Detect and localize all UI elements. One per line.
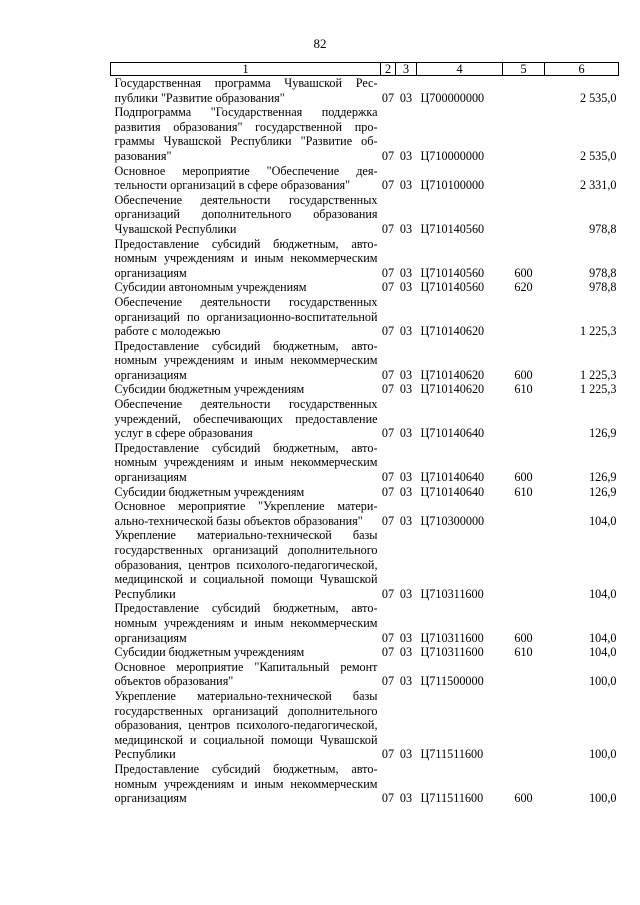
row-section: 07 — [381, 674, 395, 689]
row-subsection: 03 — [399, 674, 413, 689]
row-expense-type — [503, 397, 545, 441]
row-subsection: 03 — [399, 513, 413, 528]
row-target-code: Ц710140640 — [420, 470, 485, 485]
row-name: Предоставление субсидий бюджетным, автономным учреждениям и иным некоммерческим организациям — [114, 761, 378, 806]
row-expense-type — [503, 193, 545, 237]
row-target-code: Ц710140640 — [420, 484, 485, 499]
row-amount: 2 535,0 — [579, 148, 617, 163]
row-target-code: Ц710100000 — [420, 178, 485, 193]
row-section: 07 — [381, 470, 395, 485]
row-amount: 126,9 — [589, 426, 617, 441]
table-row — [111, 76, 619, 106]
row-amount: 104,0 — [589, 513, 617, 528]
row-target-code: Ц710140560 — [420, 221, 485, 236]
row-subsection: 03 — [399, 470, 413, 485]
row-expense-type — [503, 499, 545, 528]
table-row — [111, 499, 619, 528]
row-subsection: 03 — [399, 280, 413, 295]
row-amount: 978,8 — [589, 280, 617, 295]
row-name: Обеспечение деятельности государственных организаций по организационно-воспитательной работе с молодежью — [114, 294, 378, 339]
row-section: 07 — [381, 148, 395, 163]
row-section: 07 — [381, 586, 395, 601]
row-amount: 104,0 — [589, 586, 617, 601]
row-expense-type: 600 — [514, 791, 533, 806]
column-header-amount: 6 — [545, 63, 619, 76]
row-name: Предоставление субсидий бюджетным, автономным учреждениям и иным некоммерческим организациям — [114, 338, 378, 382]
row-expense-type — [503, 660, 545, 689]
row-subsection: 03 — [399, 630, 413, 645]
row-amount: 978,8 — [589, 221, 617, 236]
row-section: 07 — [381, 630, 395, 645]
row-subsection: 03 — [399, 791, 413, 806]
table-row — [111, 105, 619, 163]
row-section: 07 — [381, 645, 395, 660]
row-expense-type — [503, 528, 545, 601]
table-body — [111, 76, 619, 806]
row-expense-type — [503, 689, 545, 762]
row-amount: 2 535,0 — [579, 90, 617, 105]
row-subsection: 03 — [399, 324, 413, 339]
row-subsection: 03 — [399, 90, 413, 105]
row-expense-type: 600 — [514, 470, 533, 485]
table-row — [111, 660, 619, 689]
row-section: 07 — [381, 265, 395, 280]
row-subsection: 03 — [399, 265, 413, 280]
row-expense-type: 600 — [514, 630, 533, 645]
row-name: Субсидии бюджетным учреждениям — [114, 645, 305, 660]
row-name: Субсидии автономным учреждениям — [114, 280, 307, 295]
table-row — [111, 645, 619, 660]
row-name: Обеспечение деятельности государственных учреждений, обеспечивающих предоставление услуг в сфере образования — [114, 397, 378, 441]
row-target-code: Ц710140620 — [420, 367, 485, 382]
row-target-code: Ц710140640 — [420, 426, 485, 441]
row-target-code: Ц710300000 — [420, 513, 485, 528]
row-amount: 1 225,3 — [579, 367, 617, 382]
table-row — [111, 295, 619, 339]
row-name: Предоставление субсидий бюджетным, автономным учреждениям и иным некоммерческим организациям — [114, 236, 378, 280]
row-expense-type: 610 — [514, 645, 533, 660]
table-row — [111, 193, 619, 237]
row-subsection: 03 — [399, 382, 413, 397]
row-subsection: 03 — [399, 586, 413, 601]
row-target-code: Ц711500000 — [420, 674, 484, 689]
row-name: Укрепление материально-технической базы государственных организаций дополнительного образования, центров психолого-педагогической, медицинской и социальной помощи Чувашской Республики — [114, 688, 378, 762]
row-name: Обеспечение деятельности государственных организаций дополнительного образования Чувашской Республики — [114, 192, 378, 236]
table-row — [111, 441, 619, 485]
row-target-code: Ц710140620 — [420, 324, 485, 339]
table-row — [111, 528, 619, 601]
row-amount: 100,0 — [589, 674, 617, 689]
row-section: 07 — [381, 178, 395, 193]
row-name: Предоставление субсидий бюджетным, автономным учреждениям и иным некоммерческим организациям — [114, 601, 378, 645]
row-target-code: Ц710140620 — [420, 382, 485, 397]
row-section: 07 — [381, 513, 395, 528]
row-section: 07 — [381, 426, 395, 441]
row-subsection: 03 — [399, 747, 413, 762]
row-section: 07 — [381, 221, 395, 236]
row-expense-type — [503, 76, 545, 106]
row-name: Субсидии бюджетным учреждениям — [114, 382, 305, 397]
row-section: 07 — [381, 367, 395, 382]
row-subsection: 03 — [399, 367, 413, 382]
table-row — [111, 237, 619, 281]
row-target-code: Ц710311600 — [420, 586, 484, 601]
table-header — [111, 63, 619, 76]
row-subsection: 03 — [399, 178, 413, 193]
row-section: 07 — [381, 280, 395, 295]
row-amount: 100,0 — [589, 791, 617, 806]
row-amount: 1 225,3 — [579, 324, 617, 339]
row-amount: 104,0 — [589, 630, 617, 645]
table-row — [111, 164, 619, 193]
row-target-code: Ц710311600 — [420, 645, 484, 660]
row-amount: 100,0 — [589, 747, 617, 762]
row-expense-type: 620 — [514, 280, 533, 295]
row-target-code: Ц711511600 — [420, 747, 484, 762]
row-target-code: Ц711511600 — [420, 791, 484, 806]
column-header-section: 2 — [381, 63, 396, 76]
row-target-code: Ц710140560 — [420, 280, 485, 295]
row-expense-type — [503, 164, 545, 193]
row-amount: 978,8 — [589, 265, 617, 280]
budget-table — [110, 62, 619, 806]
column-header-expense-type: 5 — [503, 63, 545, 76]
row-section: 07 — [381, 324, 395, 339]
row-target-code: Ц700000000 — [420, 90, 485, 105]
table-row — [111, 689, 619, 762]
row-target-code: Ц710311600 — [420, 630, 484, 645]
row-amount: 1 225,3 — [579, 382, 617, 397]
row-expense-type: 600 — [514, 265, 533, 280]
row-name: Государственная программа Чувашской Республики "Развитие образования" — [114, 76, 378, 105]
row-target-code: Ц710140560 — [420, 265, 485, 280]
row-subsection: 03 — [399, 645, 413, 660]
row-section: 07 — [381, 791, 395, 806]
row-amount: 104,0 — [589, 645, 617, 660]
row-expense-type — [503, 295, 545, 339]
row-expense-type: 610 — [514, 382, 533, 397]
table-row — [111, 280, 619, 295]
table-row — [111, 382, 619, 397]
table-row — [111, 339, 619, 383]
row-subsection: 03 — [399, 484, 413, 499]
row-name: Подпрограмма "Государственная поддержка развития образования" государственной программы Чувашской Республики "Развитие образования" — [114, 105, 378, 163]
row-section: 07 — [381, 747, 395, 762]
row-target-code: Ц710000000 — [420, 148, 485, 163]
row-subsection: 03 — [399, 148, 413, 163]
page-number: 82 — [313, 36, 327, 51]
row-name: Укрепление материально-технической базы государственных организаций дополнительного образования, центров психолого-педагогической, медицинской и социальной помощи Чувашской Республики — [114, 528, 378, 601]
table-row — [111, 762, 619, 806]
table-row — [111, 485, 619, 500]
row-section: 07 — [381, 382, 395, 397]
row-name: Предоставление субсидий бюджетным, автономным учреждениям и иным некоммерческим организациям — [114, 440, 378, 485]
row-subsection: 03 — [399, 426, 413, 441]
row-section: 07 — [381, 484, 395, 499]
row-name: Основное мероприятие "Укрепление материально-технической базы объектов образования" — [114, 499, 378, 528]
row-name: Основное мероприятие "Обеспечение деятельности организаций в сфере образования" — [114, 163, 378, 193]
row-expense-type: 610 — [514, 484, 533, 499]
row-amount: 126,9 — [589, 470, 617, 485]
column-header-subsection: 3 — [396, 63, 417, 76]
column-header-target-code: 4 — [417, 63, 503, 76]
row-expense-type — [503, 105, 545, 163]
row-expense-type: 600 — [514, 367, 533, 382]
column-header-name: 1 — [111, 63, 381, 76]
row-section: 07 — [381, 90, 395, 105]
row-name: Субсидии бюджетным учреждениям — [114, 484, 305, 499]
table-row — [111, 601, 619, 645]
row-amount: 126,9 — [589, 484, 617, 499]
row-subsection: 03 — [399, 221, 413, 236]
row-name: Основное мероприятие "Капитальный ремонт объектов образования" — [114, 659, 378, 689]
table-row — [111, 397, 619, 441]
row-amount: 2 331,0 — [579, 178, 617, 193]
